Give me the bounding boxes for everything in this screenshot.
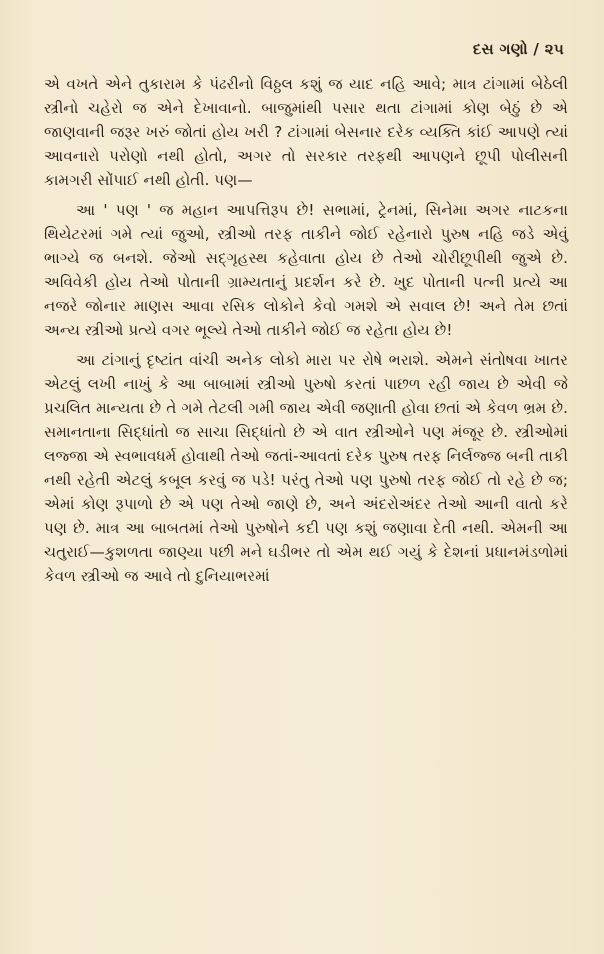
paragraph-2: આ ' પણ ' જ મહાન આપત્તિરૂપ છે! સભામાં, ટ્રેનમાં, સિનેમા અગર નાટકના થિયેટરમાં ગમે ત્યાં જુઓ, સ્ત્રીઓ તરફ તાકીને જોઈ રહેનારો પુરુષ નહિ જડે એવું ભાગ્યે જ બનશે. જેઓ સદ્‌ગૃહસ્થ કહેવાતા હોય છે તેઓ ચોરીછૂપીથી જુએ છે. અવિવેકી હોય તેઓ પોતાની ગ્રામ્યતાનું પ્રદર્શન કરે છે. ખુદ પોતાની પત્ની પ્રત્યે આ નજરે જોનાર માણસ આવા રસિક લોકોને કેવો ગમશે એ સવાલ છે! અને તેમ છતાં અન્ય સ્ત્રીઓ પ્રત્યે વગર ભૂલ્યે તેઓ તાકીને જોઈ જ રહેતા હોય છે!	[44, 201, 568, 339]
paragraph-3: આ ટાંગાનું દૃષ્ટાંત વાંચી અનેક લોકો મારા પર રોષે ભરાશે. એમને સંતોષવા ખાતર એટલું લખી નાખું કે આ બાબામાં સ્ત્રીઓ પુરુષો કરતાં પાછળ રહી જાય છે એવી જે પ્રચલિત માન્યતા છે તે ગમે તેટલી ગમી જાય એવી જણાતી હોવા છતાં એ કેવળ ભ્રમ છે. સમાનતાના સિદ્ધાંતો જ સાચા સિદ્ધાંતો છે એ વાત સ્ત્રીઓને પણ મંજૂર છે. સ્ત્રીઓમાં લજ્જા એ સ્વભાવધર્મ હોવાથી તેઓ જતાં-આવતાં દરેક પુરુષ તરફ નિર્લજ્જ બની તાકી નથી રહેતી એટલું કબૂલ કરવું જ પડે! પરંતુ તેઓ પણ પુરુષો તરફ જોઈ તો રહે છે જ; એમાં કોણ રૂપાળો છે એ પણ તેઓ જાણે છે, અને અંદરોઅંદર તેઓ આની વાતો કરે પણ છે. માત્ર આ બાબતમાં તેઓ પુરુષોને કદી પણ કશું જણાવા દેતી નથી. એમની આ ચતુરાઈ—કુશળતા જાણ્યા પછી મને ઘડીભર તો એમ થઈ ગયું કે દેશનાં પ્રધાનમંડળોમાં કેવળ સ્ત્રીઓ જ આવે તો દુનિયાભરમાં	[44, 351, 568, 585]
running-header: દસ ગણો / ૨૫	[472, 40, 564, 58]
paragraph-1: એ વખતે એને તુકારામ કે પંઢરીનો વિઠ્ઠલ કશું જ યાદ નહિ આવે; માત્ર ટાંગામાં બેઠેલી સ્ત્રીનો ચહેરો જ એને દેખાવાનો. બાજુમાંથી પસાર થતા ટાંગામાં કોણ બેઠું છે એ જાણવાની જરૂર ખરું જોતાં હોય ખરી ? ટાંગામાં બેસનાર દરેક વ્યક્તિ કાંઈ આપણે ત્યાં આવનારો પરોણો નથી હોતો, અગર તો સરકાર તરફથી આપણને છૂપી પોલીસની કામગરી સોંપાઈ નથી હોતી. પણ—	[44, 75, 568, 189]
